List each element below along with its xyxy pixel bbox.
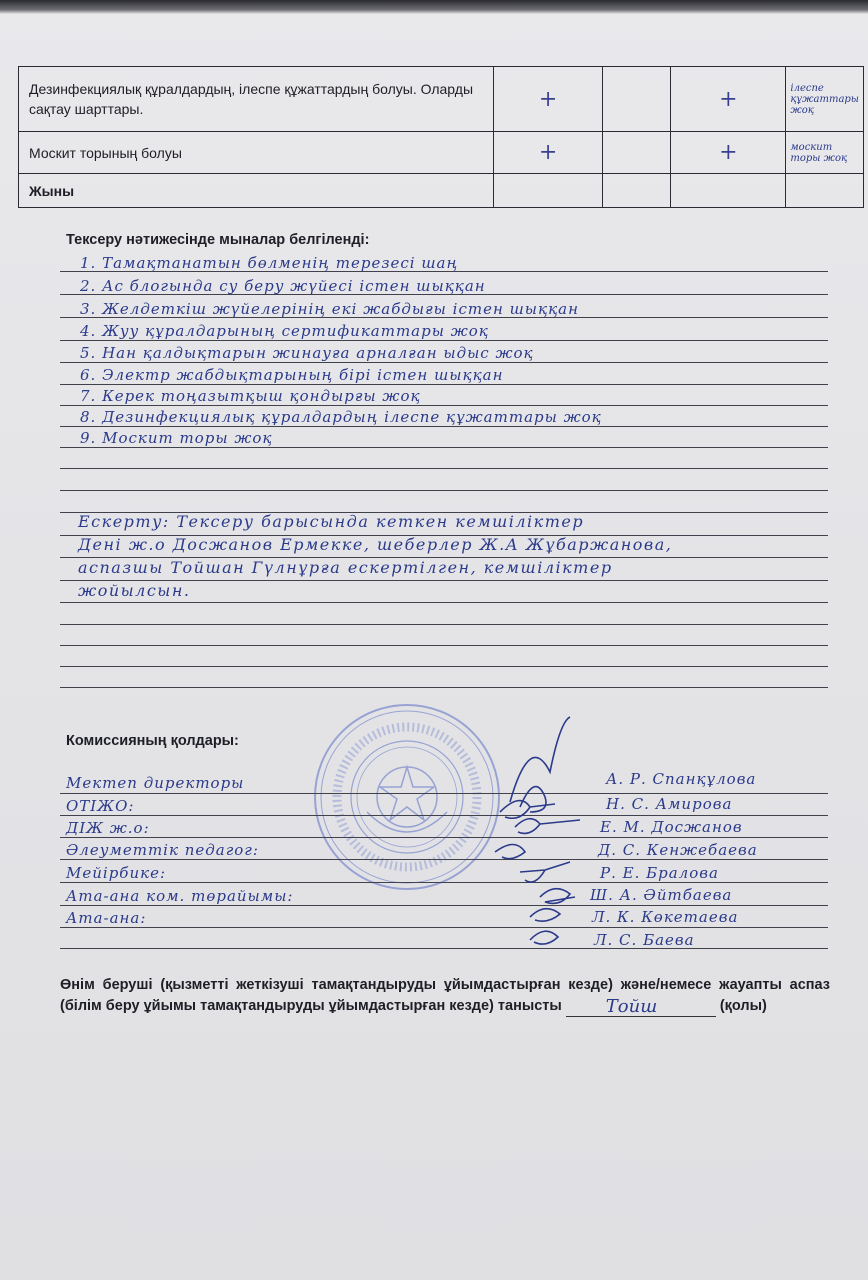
signature-role: ДІЖ ж.о:	[66, 819, 150, 837]
results-item: 9. Москит торы жоқ	[80, 429, 273, 447]
conclusion-line: аспазшы Тойшан Гүлнұрға ескертілген, кемшіліктер	[78, 558, 613, 577]
conclusion-line: Ескерту: Тексеру барысында кеткен кемшіліктер	[78, 512, 585, 531]
signature-name: Ш. А. Әйтбаева	[590, 886, 733, 904]
signature-caption: (қолы)	[719, 998, 767, 1014]
signature-role: ОТІЖО:	[66, 797, 135, 815]
table-row	[19, 132, 864, 174]
signature-role: Ата-ана ком. төрайымы:	[66, 887, 294, 905]
row-note: москит торы жоқ	[786, 132, 864, 174]
signature-name: Д. С. Кенжебаева	[598, 841, 758, 859]
conclusion-line: Дені ж.о Досжанов Ермекке, шеберлер Ж.А Жұбаржанова,	[78, 535, 673, 554]
row-label: Жыны	[19, 174, 494, 208]
results-item: 1. Тамақтанатын бөлменің терезесі шаң	[80, 254, 459, 272]
row-cell-empty	[671, 174, 786, 208]
signature-role: Әлеуметтік педагог:	[66, 841, 259, 859]
signature-name: Л. С. Баева	[594, 931, 695, 949]
signature-name: А. Р. Спанқұлова	[606, 770, 757, 788]
footer-signature: Тойш	[605, 996, 658, 1017]
results-title: Тексеру нәтижесінде мыналар белгіленді:	[66, 232, 370, 248]
acknowledgement-text: Өнім беруші (қызметті жеткізуші тамақтандыруды ұйымдастырған кезде) және/немесе жауапты аспаз (білім беру ұйымы тамақтандыруды ұйымдастырған кезде) танысты Тойш (қолы)	[60, 977, 830, 1017]
footer-signature-line	[566, 998, 716, 1017]
official-seal-stamp	[312, 702, 502, 892]
row-label: Москит торының болуы	[19, 132, 494, 174]
row-cell-empty	[603, 132, 671, 174]
signature-role: Мектеп директоры	[66, 774, 245, 792]
table-row	[19, 174, 864, 208]
signature-role: Ата-ана:	[66, 909, 147, 927]
row-cell-empty	[786, 174, 864, 208]
results-item: 2. Ас блогында су беру жүйесі істен шыққан	[80, 277, 486, 295]
page-top-edge	[0, 0, 868, 14]
conclusion-line: жойылсын.	[78, 581, 191, 600]
results-item: 7. Керек тоңазытқыш қондырғы жоқ	[80, 387, 421, 405]
row-cell-empty	[493, 174, 602, 208]
table-row	[19, 67, 864, 132]
checklist-table	[18, 66, 864, 208]
row-mark: +	[671, 132, 786, 174]
signature-name: Р. Е. Бралова	[600, 864, 719, 882]
results-item: 4. Жуу құралдарының сертификаттары жоқ	[80, 322, 489, 340]
row-mark: +	[493, 67, 602, 132]
signature-scribbles	[490, 712, 600, 952]
results-item: 5. Нан қалдықтарын жинауға арналған ыдыс жоқ	[80, 344, 534, 362]
results-item: 8. Дезинфекциялық құралдардың ілеспе құжаттары жоқ	[80, 408, 602, 426]
signature-name: Е. М. Досжанов	[600, 818, 743, 836]
signature-role: Мейірбике:	[66, 864, 166, 882]
signature-name: Л. К. Көкетаева	[592, 908, 739, 926]
row-mark: +	[671, 67, 786, 132]
results-item: 3. Желдеткіш жүйелерінің екі жабдығы істен шыққан	[80, 300, 579, 318]
signature-name: Н. С. Амирова	[606, 795, 733, 813]
row-label: Дезинфекциялық құралдардың, ілеспе құжаттардың болуы. Оларды сақтау шарттары.	[19, 67, 494, 132]
row-cell-empty	[603, 174, 671, 208]
row-cell-empty	[603, 67, 671, 132]
row-mark: +	[493, 132, 602, 174]
signatures-title: Комиссияның қолдары:	[66, 733, 239, 749]
row-note: ілеспе құжаттары жоқ	[786, 67, 864, 132]
results-item: 6. Электр жабдықтарының бірі істен шыққан	[80, 366, 504, 384]
